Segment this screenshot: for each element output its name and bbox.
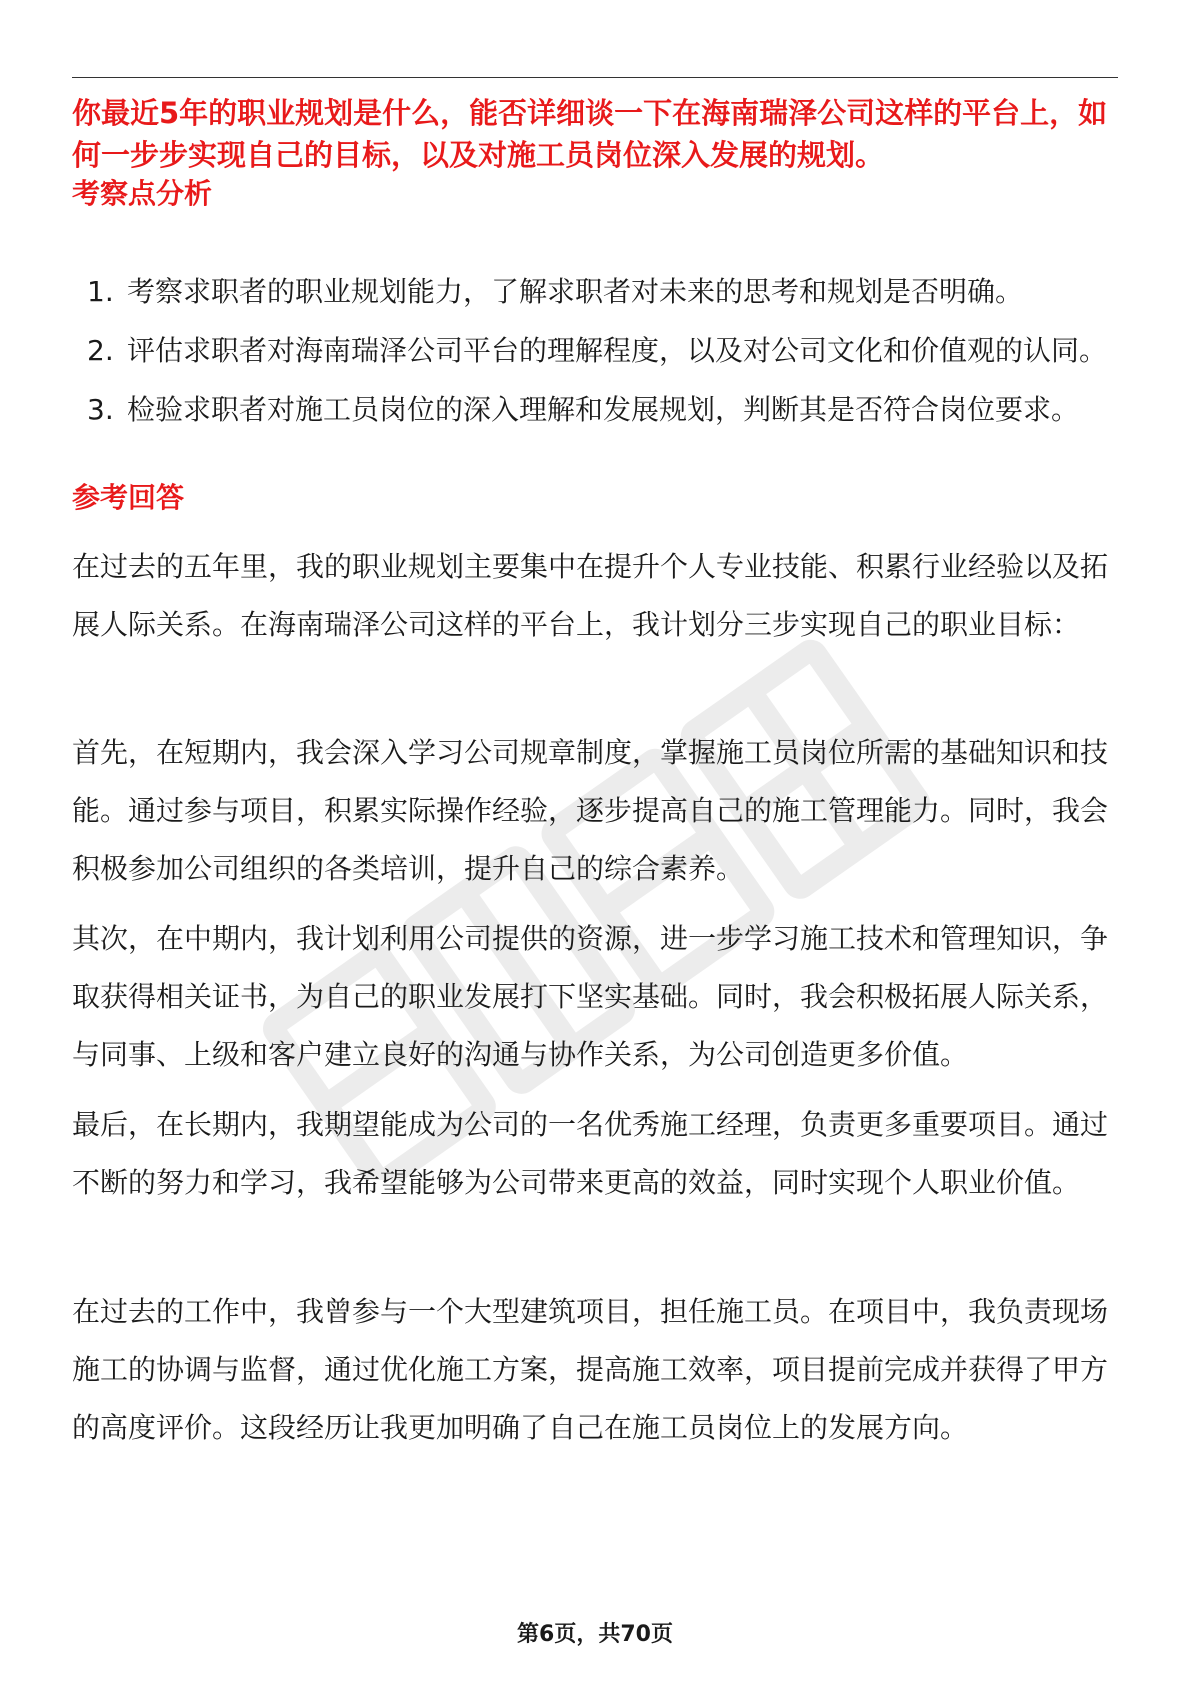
answer-paragraph: 其次，在中期内，我计划利用公司提供的资源，进一步学习施工技术和管理知识，争取获得相关证书，为自己的职业发展打下坚实基础。同时，我会积极拓展人际关系，与同事、上级和客户建立良好的沟通与协作关系，为公司创造更多价值。 [72, 922, 1109, 1071]
analysis-item [72, 380, 1122, 439]
answer-paragraph: 在过去的工作中，我曾参与一个大型建筑项目，担任施工员。在项目中，我负责现场施工的协调与监督，通过优化施工方案，提高施工效率，项目提前完成并获得了甲方的高度评价。这段经历让我更加明确了自己在施工员岗位上的发展方向。 [72, 1295, 1109, 1444]
question-title: 你最近5年的职业规划是什么，能否详细谈一下在海南瑞泽公司这样的平台上，如何一步步实现自己的目标，以及对施工员岗位深入发展的规划。 [72, 96, 1108, 172]
analysis-heading: 考察点分析 [72, 177, 213, 210]
analysis-list [72, 262, 1122, 439]
answer-heading: 参考回答 [72, 481, 185, 514]
answer-paragraph: 首先，在短期内，我会深入学习公司规章制度，掌握施工员岗位所需的基础知识和技能。通过参与项目，积累实际操作经验，逐步提高自己的施工管理能力。同时，我会积极参加公司组织的各类培训，提升自己的综合素养。 [72, 736, 1109, 885]
analysis-item-text: 考察求职者的职业规划能力，了解求职者对未来的思考和规划是否明确。 [127, 275, 1024, 308]
answer-paragraph: 在过去的五年里，我的职业规划主要集中在提升个人专业技能、积累行业经验以及拓展人际关系。在海南瑞泽公司这样的平台上，我计划分三步实现自己的职业目标： [72, 550, 1109, 641]
answer-paragraph: 最后，在长期内，我期望能成为公司的一名优秀施工经理，负责更多重要项目。通过不断的努力和学习，我希望能够为公司带来更高的效益，同时实现个人职业价值。 [72, 1108, 1109, 1199]
page-footer: 第6页，共70页 [517, 1622, 673, 1647]
analysis-item [72, 321, 1122, 380]
list-number: 3. [87, 393, 114, 426]
list-number: 2. [87, 334, 114, 367]
list-number: 1. [87, 275, 114, 308]
analysis-item [72, 262, 1122, 321]
top-rule [72, 77, 1118, 78]
analysis-item-text: 评估求职者对海南瑞泽公司平台的理解程度，以及对公司文化和价值观的认同。 [127, 334, 1108, 367]
analysis-item-text: 检验求职者对施工员岗位的深入理解和发展规划，判断其是否符合岗位要求。 [127, 393, 1080, 426]
